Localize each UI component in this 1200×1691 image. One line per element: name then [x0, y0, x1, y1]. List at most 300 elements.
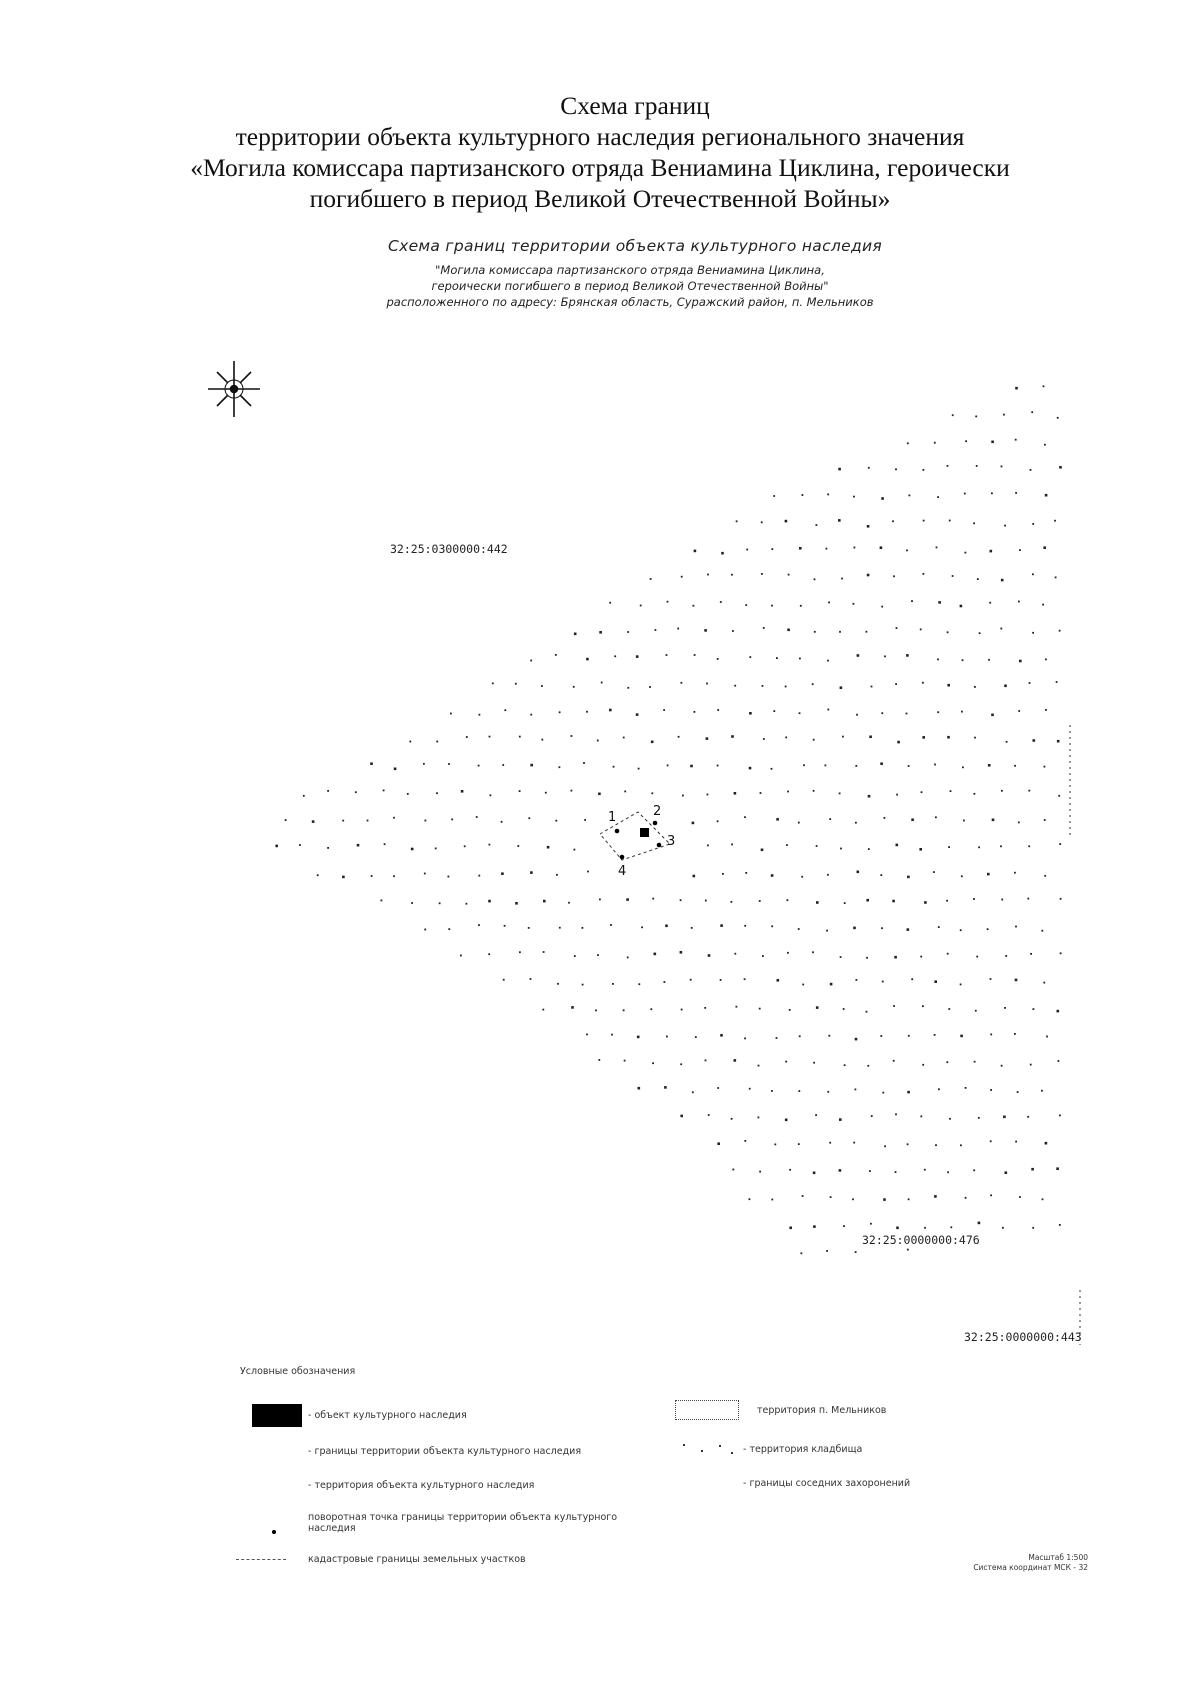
stipple-dot — [559, 766, 561, 768]
stipple-dot — [906, 654, 909, 657]
stipple-dot — [855, 822, 857, 824]
stipple-dot — [855, 1038, 858, 1041]
stipple-dot — [744, 1140, 746, 1142]
stipple-dot — [883, 1198, 886, 1201]
stipple-dot — [853, 496, 855, 498]
heritage-territory-boundary — [600, 804, 675, 879]
stipple-dot — [425, 820, 427, 822]
scheme-subtitle-line-2: героически погибшего в период Великой Отечественной Войны" — [431, 279, 829, 293]
stipple-dot — [586, 658, 589, 661]
stipple-dot — [828, 1035, 830, 1037]
stipple-dot — [911, 978, 913, 980]
stipple-dot — [771, 1090, 773, 1092]
stipple-dot — [749, 767, 752, 770]
stipple-dot — [1019, 660, 1022, 663]
stipple-dot — [545, 792, 547, 794]
stipple-dot — [816, 845, 818, 847]
stipple-dot — [519, 790, 521, 792]
stipple-dot — [1059, 1115, 1061, 1117]
stipple-dot — [734, 792, 737, 795]
stipple-dot — [964, 493, 966, 495]
stipple-dot — [746, 549, 748, 551]
stipple-dot — [827, 660, 829, 662]
stipple-dot — [812, 683, 814, 685]
stipple-dot — [708, 1114, 710, 1116]
stipple-dot — [893, 575, 895, 577]
stipple-dot — [626, 898, 629, 901]
stipple-dot — [501, 872, 504, 875]
stipple-dot — [450, 713, 452, 715]
stipple-dot — [371, 875, 373, 877]
legend-item-cadastral-boundary: кадастровые границы земельных участков — [236, 1554, 526, 1565]
stipple-dot — [826, 1250, 828, 1252]
stipple-dot — [814, 578, 816, 580]
stipple-dot — [461, 790, 464, 793]
stipple-dot — [870, 1223, 872, 1225]
stipple-dot — [614, 655, 616, 657]
stipple-dot — [394, 768, 397, 771]
stipple-dot — [424, 929, 426, 931]
stipple-dot — [947, 465, 949, 467]
stipple-dot — [787, 899, 789, 901]
stipple-dot — [908, 1035, 910, 1037]
stipple-dot — [1045, 709, 1047, 711]
stipple-dot — [976, 465, 978, 467]
stipple-dot — [478, 875, 480, 877]
stipple-dot — [677, 628, 679, 630]
stipple-dot — [1043, 385, 1045, 387]
stipple-dot — [680, 951, 683, 954]
stipple-dot — [787, 791, 789, 793]
stipple-dot — [962, 659, 964, 661]
stipple-dot — [636, 655, 639, 658]
stipple-dot — [694, 550, 697, 553]
stipple-dot — [652, 1062, 654, 1064]
stipple-dot — [988, 659, 990, 661]
cadastral-label-443: 32:25:0000000:443 — [964, 1330, 1082, 1344]
stipple-dot — [906, 713, 908, 715]
stipple-dot — [1015, 979, 1018, 982]
stipple-dot — [664, 1086, 667, 1089]
stipple-dot — [975, 416, 977, 418]
legend-item-cemetery: - территория кладбища — [675, 1442, 862, 1456]
stipple-dot — [1059, 466, 1062, 469]
stipple-dot — [555, 654, 557, 656]
stipple-dot — [599, 631, 602, 634]
turning-point-label-2: 2 — [653, 804, 662, 819]
stipple-dot — [881, 606, 883, 608]
legend-title: Условные обозначения — [240, 1366, 356, 1377]
stipple-dot — [666, 654, 668, 656]
stipple-dot — [731, 574, 733, 576]
stipple-dot — [1057, 1010, 1060, 1013]
stipple-dot — [844, 1064, 846, 1066]
stipple-dot — [922, 682, 924, 684]
stipple-dot — [541, 739, 543, 741]
legend-swatch-black — [252, 1404, 302, 1427]
stipple-dot — [762, 955, 764, 957]
legend-item-territory-boundary: - границы территории объекта культурного наследия — [308, 1445, 582, 1457]
stipple-dot — [327, 847, 329, 849]
stipple-dot — [1002, 1227, 1004, 1229]
stipple-dot — [921, 791, 923, 793]
stipple-dot — [665, 925, 668, 928]
stipple-dot — [488, 953, 490, 955]
stipple-dot — [1029, 682, 1031, 684]
stipple-dot — [638, 768, 640, 770]
stipple-dot — [830, 1196, 832, 1198]
stipple-dot — [1057, 417, 1059, 419]
legend-item-neighbor-boundary: - границы соседних захоронений — [743, 1477, 911, 1489]
stipple-dot — [448, 876, 450, 878]
stipple-dot — [654, 953, 657, 956]
stipple-dot — [827, 1091, 829, 1093]
stipple-dot — [938, 926, 940, 928]
stipple-dot — [466, 736, 468, 738]
stipple-dot — [681, 1009, 683, 1011]
stipple-dot — [978, 1222, 981, 1225]
stipple-dot — [370, 762, 373, 765]
stipple-dot — [1031, 1168, 1034, 1171]
stipple-dot — [771, 925, 773, 927]
stipple-dot — [907, 928, 910, 931]
stipple-dot — [907, 1143, 909, 1145]
stipple-dot — [908, 1198, 910, 1200]
stipple-dot — [547, 846, 550, 849]
stipple-dot — [1059, 630, 1061, 632]
stipple-dot — [734, 685, 736, 687]
stipple-dot — [841, 578, 843, 580]
stipple-dot — [597, 954, 599, 956]
stipple-dot — [1004, 525, 1006, 527]
stipple-dot — [919, 848, 922, 851]
stipple-dot — [1042, 604, 1044, 606]
stipple-dot — [760, 792, 762, 794]
stipple-dot — [839, 631, 841, 633]
stipple-dot — [744, 978, 746, 980]
stipple-dot — [896, 844, 899, 847]
stipple-dot — [785, 1119, 788, 1122]
stipple-dot — [749, 656, 751, 658]
stipple-dot — [744, 1038, 746, 1040]
stipple-dot — [355, 791, 357, 793]
stipple-dot — [949, 1118, 951, 1120]
stipple-dot — [490, 794, 492, 796]
turning-point-4 — [620, 855, 625, 860]
stipple-dot — [436, 741, 438, 743]
scale-line: Масштаб 1:500 — [1028, 1553, 1088, 1562]
stipple-dot — [920, 956, 922, 958]
stipple-dot — [801, 1252, 803, 1254]
legend-stipple-swatch — [675, 1442, 737, 1456]
stipple-dot — [1057, 740, 1060, 743]
stipple-dot — [857, 654, 860, 657]
stipple-dot — [923, 573, 925, 575]
stipple-dot — [1005, 1171, 1008, 1174]
stipple-dot — [911, 818, 914, 821]
stipple-dot — [828, 602, 830, 604]
stipple-dot — [839, 1118, 842, 1121]
stipple-dot — [587, 871, 589, 873]
stipple-dot — [789, 1009, 791, 1011]
stipple-dot — [680, 899, 682, 901]
legend-dashed-line — [236, 1559, 286, 1560]
stipple-dot — [868, 848, 870, 850]
stipple-dot — [882, 1092, 884, 1094]
stipple-dot — [816, 1006, 819, 1009]
stipple-dot — [960, 1144, 962, 1146]
stipple-dot — [448, 928, 450, 930]
stipple-dot — [586, 1034, 588, 1036]
stipple-dot — [367, 820, 369, 822]
stipple-dot — [950, 1226, 952, 1228]
stipple-dot — [992, 819, 995, 822]
stipple-dot — [869, 1170, 871, 1172]
stipple-dot — [583, 762, 585, 764]
stipple-dot — [731, 1118, 733, 1120]
stipple-dot — [407, 793, 409, 795]
stipple-dot — [895, 683, 897, 685]
stipple-dot — [813, 790, 815, 792]
turning-point-label-1: 1 — [608, 810, 617, 825]
stipple-dot — [1044, 444, 1046, 446]
stipple-dot — [907, 1091, 910, 1094]
stipple-dot — [894, 956, 897, 959]
stipple-dot — [896, 627, 898, 629]
stipple-dot — [773, 495, 775, 497]
stipple-dot — [974, 1061, 976, 1063]
stipple-dot — [744, 925, 746, 927]
stipple-dot — [948, 1008, 950, 1010]
stipple-dot — [799, 658, 801, 660]
stipple-dot — [1030, 1064, 1032, 1066]
stipple-dot — [934, 764, 936, 766]
stipple-dot — [813, 1062, 815, 1064]
stipple-dot — [759, 1008, 761, 1010]
stipple-dot — [613, 766, 615, 768]
stipple-dot — [961, 711, 963, 713]
stipple-dot — [1027, 1116, 1029, 1118]
stipple-dot — [800, 605, 802, 607]
stipple-dot — [973, 1169, 975, 1171]
stipple-dot — [1032, 632, 1034, 634]
stipple-dot — [732, 630, 734, 632]
stipple-dot — [541, 685, 543, 687]
stipple-dot — [892, 900, 895, 903]
stipple-dot — [1004, 685, 1007, 688]
stipple-dot — [623, 1009, 625, 1011]
stipple-dot — [934, 1034, 936, 1036]
stipple-dot — [556, 874, 558, 876]
stipple-dot — [571, 1006, 574, 1009]
stipple-dot — [798, 1143, 800, 1145]
stipple-dot — [774, 1144, 776, 1146]
stipple-dot — [867, 574, 870, 577]
stipple-dot — [965, 440, 967, 442]
stipple-dot — [1028, 790, 1030, 792]
stipple-dot — [651, 792, 653, 794]
stipple-dot — [771, 1199, 773, 1201]
stipple-dot — [1019, 549, 1021, 551]
stipple-dot — [559, 711, 561, 713]
stipple-dot — [855, 1251, 857, 1253]
stipple-dot — [785, 520, 788, 523]
stipple-dot — [788, 574, 790, 576]
stipple-dot — [856, 979, 858, 981]
stipple-dot — [965, 552, 967, 554]
stipple-dot — [515, 902, 518, 905]
stipple-dot — [530, 714, 532, 716]
stipple-dot — [530, 978, 532, 980]
stipple-dot — [857, 871, 860, 874]
stipple-dot — [439, 902, 441, 904]
stipple-dot — [720, 924, 723, 927]
stipple-dot — [1014, 765, 1016, 767]
stipple-dot — [937, 711, 939, 713]
stipple-dot — [582, 927, 584, 929]
stipple-dot — [1060, 898, 1062, 900]
stipple-dot — [705, 900, 707, 902]
stipple-dot — [854, 547, 856, 549]
stipple-dot — [1043, 982, 1045, 984]
stipple-dot — [798, 822, 800, 824]
stipple-dot — [840, 686, 843, 689]
stipple-dot — [1045, 659, 1047, 661]
stipple-dot — [759, 1171, 761, 1173]
stipple-dot — [460, 955, 462, 957]
stipple-dot — [896, 1227, 899, 1230]
stipple-dot — [802, 1195, 804, 1197]
stipple-dot — [829, 1142, 831, 1144]
stipple-dot — [924, 901, 927, 904]
scheme-subtitle-line-3: расположенного по адресу: Брянская область, Суражский район, п. Мельников — [386, 295, 874, 309]
stipple-dot — [708, 954, 711, 957]
stipple-dot — [990, 550, 993, 553]
stipple-dot — [736, 1006, 738, 1008]
stipple-dot — [690, 765, 693, 768]
stipple-dot — [1042, 1198, 1044, 1200]
stipple-dot — [528, 927, 530, 929]
stipple-dot — [706, 683, 708, 685]
stipple-dot — [1019, 1196, 1021, 1198]
stipple-dot — [275, 845, 278, 848]
stipple-dot — [1030, 953, 1032, 955]
stipple-dot — [908, 765, 910, 767]
turning-point-2 — [653, 821, 658, 826]
stipple-dot — [789, 1227, 792, 1230]
stipple-dot — [502, 764, 504, 766]
stipple-dot — [692, 1091, 694, 1093]
stipple-dot — [1028, 845, 1030, 847]
stipple-dot — [717, 1087, 719, 1089]
stipple-dot — [599, 899, 601, 901]
stipple-dot — [611, 1034, 613, 1036]
stipple-dot — [1018, 601, 1020, 603]
turning-point-label-3: 3 — [667, 834, 676, 849]
stipple-dot — [920, 1116, 922, 1118]
stipple-dot — [479, 714, 481, 716]
stipple-dot — [880, 546, 883, 549]
stipple-dot — [786, 844, 788, 846]
stipple-dot — [663, 709, 665, 711]
stipple-dot — [759, 900, 761, 902]
stipple-dot — [892, 520, 894, 522]
stipple-dot — [488, 900, 491, 903]
cadastral-label-476: 32:25:0000000:476 — [862, 1233, 980, 1247]
stipple-dot — [1001, 466, 1003, 468]
stipple-dot — [924, 1169, 926, 1171]
stipple-dot — [880, 762, 883, 765]
stipple-dot — [627, 687, 629, 689]
stipple-dot — [855, 765, 857, 767]
stipple-dot — [911, 600, 913, 602]
stipple-dot — [866, 1011, 868, 1013]
stipple-dot — [771, 768, 773, 770]
stipple-dot — [612, 983, 614, 985]
stipple-dot — [1003, 414, 1005, 416]
legend-item-settlement: территория п. Мельников — [675, 1400, 886, 1420]
stipple-dot — [466, 903, 468, 905]
stipple-dot — [489, 736, 491, 738]
stipple-dot — [866, 631, 868, 633]
stipple-dot — [1015, 1141, 1017, 1143]
stipple-dot — [638, 1087, 641, 1090]
stipple-dot — [597, 740, 599, 742]
stipple-dot — [651, 741, 654, 744]
stipple-dot — [802, 494, 804, 496]
stipple-dot — [922, 1064, 924, 1066]
stipple-dot — [559, 927, 561, 929]
stipple-dot — [707, 574, 709, 576]
stipple-dot — [827, 874, 829, 876]
stipple-dot — [731, 735, 734, 738]
stipple-dot — [1014, 1033, 1016, 1035]
legend-item-heritage-territory: - территория объекта культурного наследия — [308, 1479, 535, 1491]
stipple-dot — [504, 709, 506, 711]
stipple-dot — [692, 822, 695, 825]
stipple-dot — [682, 795, 684, 797]
stipple-dot — [761, 849, 764, 852]
stipple-dot — [989, 602, 991, 604]
stipple-dot — [933, 871, 935, 873]
stipple-dot — [924, 1227, 926, 1229]
stipple-dot — [842, 736, 844, 738]
stipple-dot — [595, 1010, 597, 1012]
stipple-dot — [947, 631, 949, 633]
stipple-dot — [720, 1034, 723, 1037]
stipple-dot — [776, 818, 779, 821]
stipple-dot — [829, 818, 831, 820]
stipple-dot — [843, 1225, 845, 1227]
stipple-dot — [948, 846, 950, 848]
stipple-dot — [717, 658, 719, 660]
stipple-dot — [436, 792, 438, 794]
stipple-dot — [853, 603, 855, 605]
stipple-dot — [1015, 439, 1017, 441]
stipple-dot — [1014, 872, 1016, 874]
scheme-subtitle-line-1: "Могила комиссара партизанского отряда Вениамина Циклина, — [435, 263, 825, 277]
stipple-dot — [881, 497, 884, 500]
stipple-dot — [584, 819, 586, 821]
stipple-dot — [609, 709, 612, 712]
stipple-dot — [1015, 387, 1018, 390]
stipple-dot — [609, 602, 611, 604]
stipple-dot — [504, 925, 506, 927]
stipple-dot — [871, 686, 873, 688]
stipple-dot — [691, 927, 693, 929]
stipple-dot — [1017, 1091, 1019, 1093]
stipple-dot — [1006, 741, 1008, 743]
